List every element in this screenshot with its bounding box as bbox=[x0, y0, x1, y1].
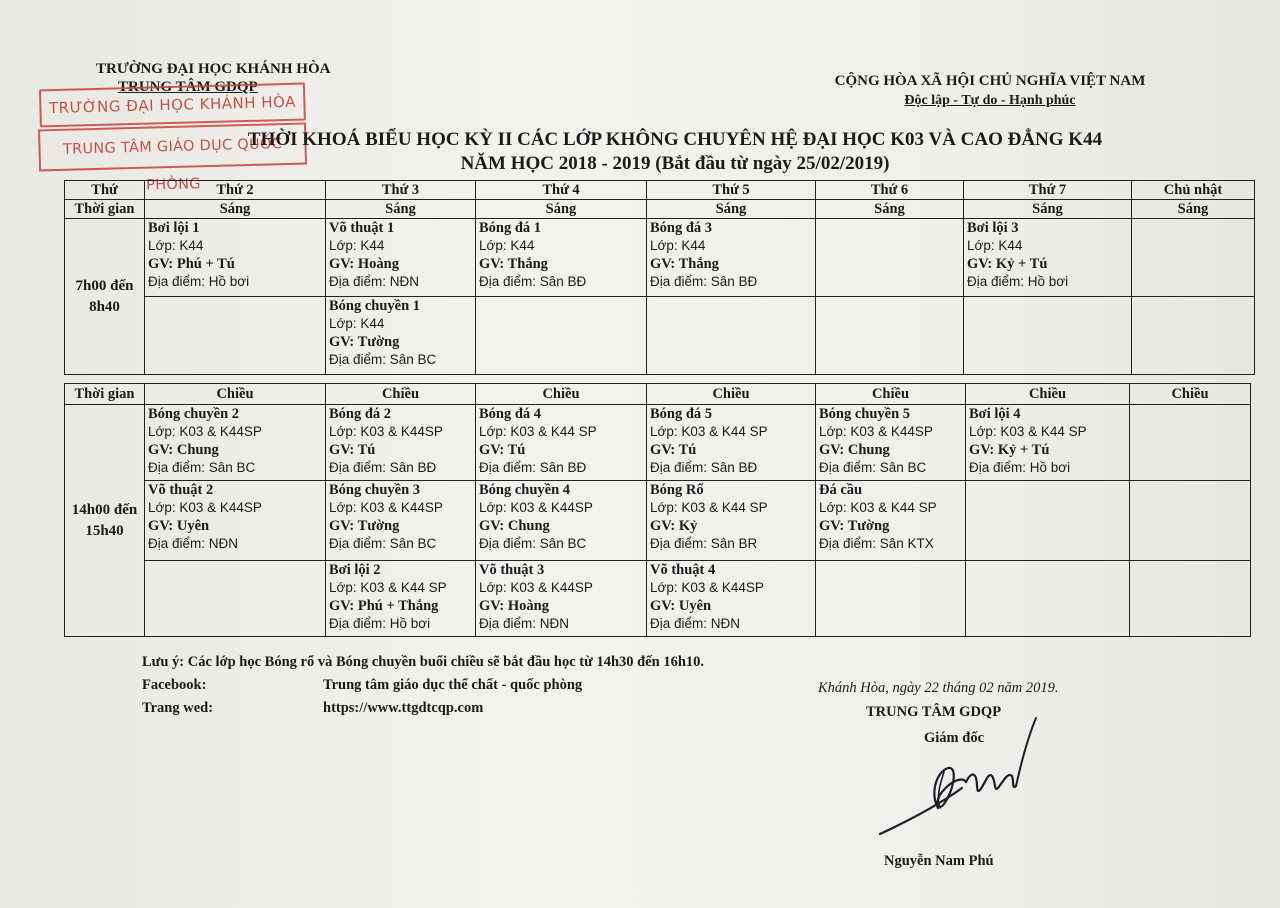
teacher: GV: Tường bbox=[329, 518, 400, 534]
class-cell bbox=[1130, 405, 1251, 481]
class-cell bbox=[647, 481, 816, 561]
session-header: Chiều bbox=[966, 384, 1130, 405]
signing-org: TRUNG TÂM GDQP bbox=[866, 704, 1002, 720]
class-group: Lớp: K03 & K44SP bbox=[479, 580, 593, 595]
teacher: GV: Uyên bbox=[650, 598, 712, 614]
facebook-value: Trung tâm giáo dục thể chất - quốc phòng bbox=[323, 677, 583, 693]
session-header: Chiều bbox=[1130, 384, 1251, 405]
country-name: CỘNG HÒA XÃ HỘI CHỦ NGHĨA VIỆT NAM bbox=[834, 73, 1146, 89]
class-group: Lớp: K44 bbox=[329, 316, 385, 331]
class-name: Bơi lội 1 bbox=[148, 220, 200, 236]
stamp-line-2: TRUNG TÂM GIÁO DỤC QUỐC PHÒNG bbox=[38, 122, 307, 171]
class-name: Bơi lội 4 bbox=[969, 406, 1021, 422]
class-cell bbox=[816, 219, 964, 297]
schedule-note: Lưu ý: Các lớp học Bóng rổ và Bóng chuyền buổi chiều sẽ bắt đầu học từ 14h30 đến 16h10. bbox=[142, 654, 705, 670]
teacher: GV: Tú bbox=[329, 442, 376, 458]
session-header: Sáng bbox=[1132, 200, 1255, 219]
class-group: Lớp: K03 & K44 SP bbox=[479, 424, 597, 439]
class-cell bbox=[966, 561, 1130, 637]
class-group: Lớp: K44 bbox=[148, 238, 204, 253]
session-header: Sáng bbox=[647, 200, 816, 219]
class-cell bbox=[964, 297, 1132, 375]
location: Địa điểm: Sân BC bbox=[329, 352, 437, 367]
class-cell bbox=[816, 481, 966, 561]
class-cell bbox=[816, 561, 966, 637]
location: Địa điểm: Sân KTX bbox=[819, 536, 934, 551]
day-header: Thứ 4 bbox=[476, 181, 647, 200]
class-group: Lớp: K03 & K44SP bbox=[148, 500, 262, 515]
class-name: Bóng chuyền 4 bbox=[479, 482, 571, 498]
session-header: Chiều bbox=[647, 384, 816, 405]
title-line-2: NĂM HỌC 2018 - 2019 (Bắt đầu từ ngày 25/02/2019) bbox=[460, 153, 890, 174]
class-cell bbox=[966, 481, 1130, 561]
teacher: GV: Chung bbox=[479, 518, 550, 534]
session-header: Sáng bbox=[326, 200, 476, 219]
class-cell bbox=[966, 405, 1130, 481]
day-header: Thứ 2 bbox=[145, 181, 326, 200]
teacher: GV: Phú + Tú bbox=[148, 256, 235, 272]
class-name: Võ thuật 1 bbox=[329, 220, 395, 236]
location: Địa điểm: Sân BC bbox=[329, 536, 437, 551]
class-cell bbox=[476, 219, 647, 297]
session-header: Sáng bbox=[964, 200, 1132, 219]
location: Địa điểm: Hồ bơi bbox=[148, 274, 250, 289]
location: Địa điểm: NĐN bbox=[148, 536, 239, 551]
location: Địa điểm: Sân BĐ bbox=[479, 274, 587, 289]
location: Địa điểm: Hồ bơi bbox=[967, 274, 1069, 289]
location: Địa điểm: Sân BĐ bbox=[650, 274, 758, 289]
website-label: Trang wed: bbox=[142, 700, 214, 716]
class-name: Bóng chuyền 2 bbox=[148, 406, 240, 422]
class-group: Lớp: K03 & K44SP bbox=[329, 424, 443, 439]
teacher: GV: Phú + Thắng bbox=[329, 598, 439, 614]
class-cell bbox=[1132, 219, 1255, 297]
day-header: Thứ 5 bbox=[647, 181, 816, 200]
afternoon-header-row bbox=[65, 384, 1251, 405]
class-cell bbox=[816, 297, 964, 375]
title-line-1: THỜI KHOÁ BIỂU HỌC KỲ II CÁC LỚP KHÔNG CHUYÊN HỆ ĐẠI HỌC K03 VÀ CAO ĐẲNG K44 bbox=[247, 129, 1103, 150]
teacher: GV: Tường bbox=[329, 334, 400, 350]
day-header: Thứ 7 bbox=[964, 181, 1132, 200]
class-cell bbox=[326, 219, 476, 297]
class-group: Lớp: K03 & K44 SP bbox=[329, 580, 447, 595]
signer-name: Nguyễn Nam Phú bbox=[884, 853, 994, 869]
morning-timetable bbox=[64, 180, 1255, 375]
session-header: Chiều bbox=[145, 384, 326, 405]
class-cell bbox=[326, 405, 476, 481]
class-name: Võ thuật 4 bbox=[650, 562, 716, 578]
class-cell bbox=[145, 219, 326, 297]
session-header: Sáng bbox=[476, 200, 647, 219]
center-name: TRUNG TÂM GDQP bbox=[118, 79, 258, 95]
day-header: Thứ 3 bbox=[326, 181, 476, 200]
class-name: Bóng đá 5 bbox=[650, 406, 713, 422]
class-group: Lớp: K03 & K44SP bbox=[148, 424, 262, 439]
location: Địa điểm: Hồ bơi bbox=[329, 616, 431, 631]
class-name: Bóng chuyền 3 bbox=[329, 482, 421, 498]
teacher: GV: Chung bbox=[148, 442, 219, 458]
national-header bbox=[800, 72, 1180, 110]
day-header: Chủ nhật bbox=[1132, 181, 1255, 200]
class-cell bbox=[476, 297, 647, 375]
afternoon-row-1 bbox=[65, 405, 1251, 481]
session-header-row bbox=[65, 200, 1255, 219]
location: Địa điểm: Sân BC bbox=[479, 536, 587, 551]
teacher: GV: Tường bbox=[819, 518, 890, 534]
class-cell bbox=[647, 561, 816, 637]
location: Địa điểm: Sân BC bbox=[819, 460, 927, 475]
afternoon-timetable bbox=[64, 383, 1251, 637]
class-group: Lớp: K03 & K44 SP bbox=[969, 424, 1087, 439]
teacher: GV: Hoàng bbox=[329, 256, 399, 272]
class-cell bbox=[647, 219, 816, 297]
day-header: Thứ 6 bbox=[816, 181, 964, 200]
class-cell bbox=[326, 297, 476, 375]
morning-time-cell: 7h00 đến 8h40 bbox=[65, 219, 145, 375]
class-cell bbox=[647, 405, 816, 481]
afternoon-time-cell: 14h00 đến 15h40 bbox=[65, 405, 145, 637]
session-header: Chiều bbox=[816, 384, 966, 405]
afternoon-row-2 bbox=[65, 481, 1251, 561]
morning-row-2 bbox=[65, 297, 1255, 375]
location: Địa điểm: Hồ bơi bbox=[969, 460, 1071, 475]
school-name: TRƯỜNG ĐẠI HỌC KHÁNH HÒA bbox=[96, 61, 331, 77]
location: Địa điểm: NĐN bbox=[650, 616, 741, 631]
class-name: Bơi lội 2 bbox=[329, 562, 381, 578]
class-group: Lớp: K44 bbox=[967, 238, 1023, 253]
location: Địa điểm: NĐN bbox=[479, 616, 570, 631]
teacher: GV: Tú bbox=[479, 442, 526, 458]
class-name: Bóng đá 2 bbox=[329, 406, 392, 422]
stamp-line-1: TRƯỜNG ĐẠI HỌC KHÁNH HÒA bbox=[39, 82, 306, 127]
afternoon-row-3 bbox=[65, 561, 1251, 637]
class-cell bbox=[145, 405, 326, 481]
class-group: Lớp: K03 & K44SP bbox=[819, 424, 933, 439]
location: Địa điểm: Sân BĐ bbox=[479, 460, 587, 475]
teacher: GV: Thắng bbox=[479, 256, 548, 272]
class-name: Bóng chuyền 1 bbox=[329, 298, 421, 314]
class-name: Bóng đá 4 bbox=[479, 406, 542, 422]
teacher: GV: Kỷ + Tú bbox=[967, 256, 1048, 272]
class-cell bbox=[145, 561, 326, 637]
teacher: GV: Chung bbox=[819, 442, 890, 458]
class-name: Bóng chuyền 5 bbox=[819, 406, 911, 422]
class-cell bbox=[964, 219, 1132, 297]
teacher: GV: Kỷ bbox=[650, 518, 698, 534]
class-group: Lớp: K03 & K44 SP bbox=[650, 424, 768, 439]
national-motto: Độc lập - Tự do - Hạnh phúc bbox=[904, 93, 1076, 108]
document-title bbox=[150, 128, 1200, 176]
facebook-label: Facebook: bbox=[142, 677, 207, 693]
time-header: Thời gian bbox=[65, 200, 145, 219]
day-label-cell: Thứ bbox=[65, 181, 145, 200]
session-header: Chiều bbox=[326, 384, 476, 405]
class-name: Bóng đá 3 bbox=[650, 220, 713, 236]
teacher: GV: Hoàng bbox=[479, 598, 549, 614]
location: Địa điểm: Sân BC bbox=[148, 460, 256, 475]
issue-date: Khánh Hòa, ngày 22 tháng 02 năm 2019. bbox=[818, 680, 1059, 696]
class-name: Đá cầu bbox=[819, 482, 863, 498]
class-name: Võ thuật 3 bbox=[479, 562, 545, 578]
location: Địa điểm: Sân BR bbox=[650, 536, 758, 551]
class-group: Lớp: K03 & K44 SP bbox=[650, 500, 768, 515]
session-header: Sáng bbox=[816, 200, 964, 219]
class-name: Bóng đá 1 bbox=[479, 220, 542, 236]
class-cell bbox=[476, 481, 647, 561]
class-name: Võ thuật 2 bbox=[148, 482, 214, 498]
day-header-row bbox=[65, 181, 1255, 200]
class-cell bbox=[647, 297, 816, 375]
class-group: Lớp: K03 & K44 SP bbox=[819, 500, 937, 515]
class-cell bbox=[145, 297, 326, 375]
class-group: Lớp: K44 bbox=[650, 238, 706, 253]
website-value: https://www.ttgdtcqp.com bbox=[323, 700, 484, 716]
class-cell bbox=[476, 405, 647, 481]
class-name: Bóng Rổ bbox=[650, 482, 704, 498]
class-cell bbox=[476, 561, 647, 637]
class-group: Lớp: K03 & K44SP bbox=[479, 500, 593, 515]
time-header: Thời gian bbox=[65, 384, 145, 405]
teacher: GV: Uyên bbox=[148, 518, 210, 534]
class-cell bbox=[816, 405, 966, 481]
location: Địa điểm: Sân BĐ bbox=[650, 460, 758, 475]
class-cell bbox=[1130, 561, 1251, 637]
teacher: GV: Tú bbox=[650, 442, 697, 458]
morning-row-1 bbox=[65, 219, 1255, 297]
teacher: GV: Thắng bbox=[650, 256, 719, 272]
class-name: Bơi lội 3 bbox=[967, 220, 1019, 236]
teacher: GV: Kỷ + Tú bbox=[969, 442, 1050, 458]
location: Địa điểm: Sân BĐ bbox=[329, 460, 437, 475]
handwritten-signature bbox=[870, 712, 1060, 852]
class-group: Lớp: K03 & K44SP bbox=[329, 500, 443, 515]
class-cell bbox=[145, 481, 326, 561]
class-group: Lớp: K44 bbox=[479, 238, 535, 253]
class-cell bbox=[1132, 297, 1255, 375]
location: Địa điểm: NĐN bbox=[329, 274, 420, 289]
class-cell bbox=[326, 561, 476, 637]
class-cell bbox=[1130, 481, 1251, 561]
class-group: Lớp: K44 bbox=[329, 238, 385, 253]
session-header: Chiều bbox=[476, 384, 647, 405]
class-cell bbox=[326, 481, 476, 561]
session-header: Sáng bbox=[145, 200, 326, 219]
signer-role: Giám đốc bbox=[924, 730, 985, 746]
class-group: Lớp: K03 & K44SP bbox=[650, 580, 764, 595]
